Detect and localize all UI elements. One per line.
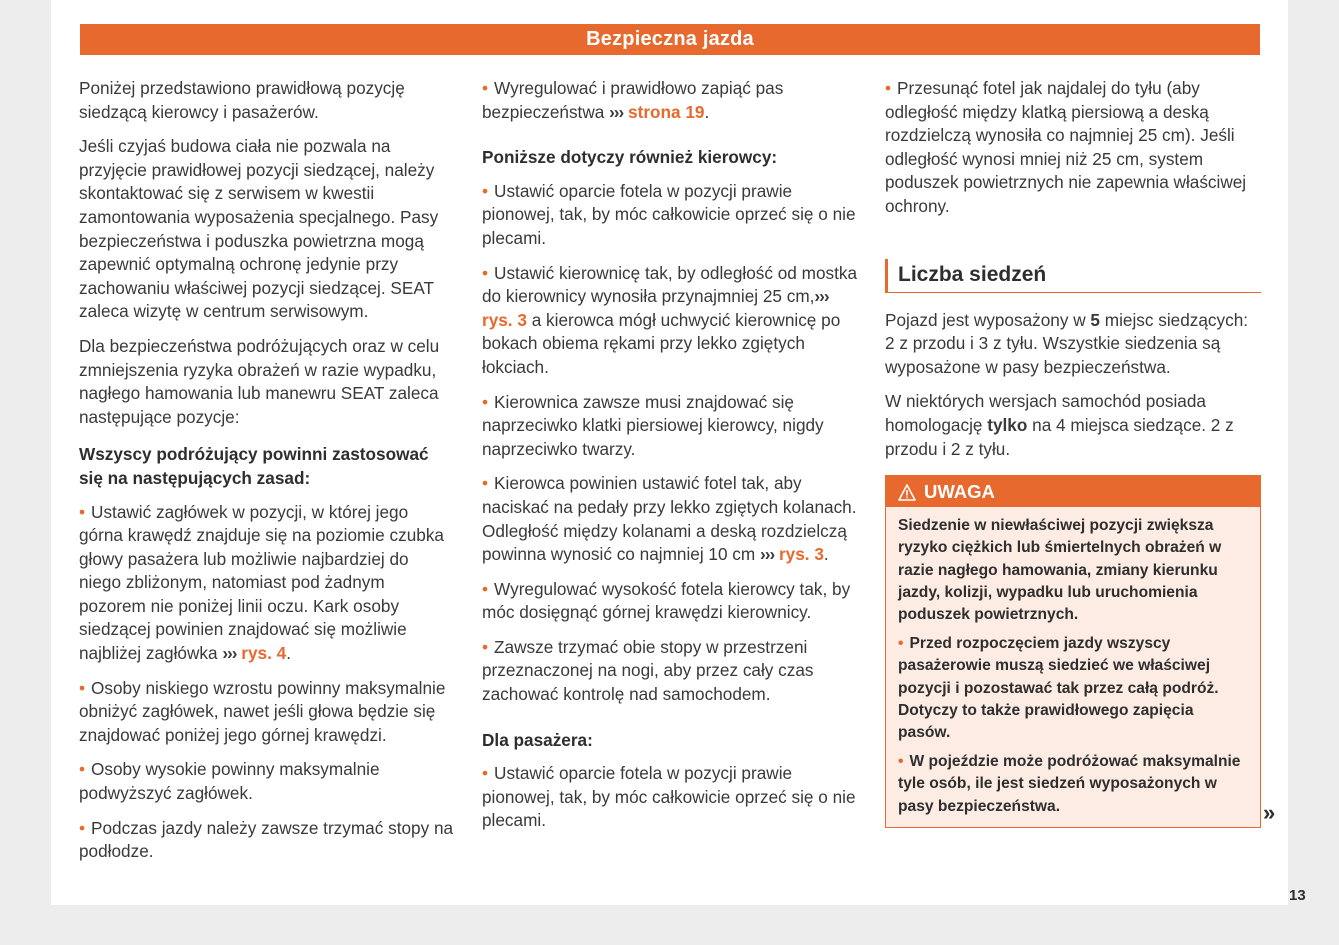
reference-arrow: ››› (222, 643, 237, 664)
list-item: • Ustawić zagłówek w pozycji, w której jego górna krawędź znajduje się na poziomie czubka głowy pasażera lub możliwie najbardziej do niego zbliżonym, natomiast pod żadnym pozorem nie poniżej linii oczu. Kark osoby siedzącej powinien znajdować się możliwie najbliżej zagłówka ››› rys. 4. (79, 501, 455, 666)
section-title: Liczba siedzeń (885, 259, 1261, 293)
list-item: • Przesunąć fotel jak najdalej do tyłu (aby odległość między klatką piersiową a deską rozdzielczą wynosiła co najmniej 25 cm). Jeśli odległość wynosi mniej niż 25 cm, system poduszek powietrznych nie zapewnia właściwej ochrony. (885, 77, 1261, 219)
warning-triangle-icon (898, 484, 916, 501)
list-item: • Wyregulować i prawidłowo zapiąć pas bezpieczeństwa ››› strona 19. (482, 77, 860, 124)
column-3 (885, 77, 1261, 828)
list-item: • Ustawić kierownicę tak, by odległość od mostka do kierownicy wynosiła przynajmniej 25 cm,››› rys. 3 a kierowca mógł uchwycić kierownicę po bokach obiema rękami przy lekko zgiętych łokciach. (482, 262, 860, 380)
body-paragraph: Dla bezpieczeństwa podróżujących oraz w celu zmniejszenia ryzyka obrażeń w razie wypadku, nagłego hamowania lub manewru SEAT zaleca następujące pozycje: (79, 335, 440, 427)
subheading: Poniższe dotyczy również kierowcy: (482, 147, 778, 168)
list-item: • Podczas jazdy należy zawsze trzymać stopy na podłodze. (79, 817, 455, 864)
warning-header (886, 476, 1260, 507)
list-item: • Osoby wysokie powinny maksymalnie podwyższyć zagłówek. (79, 758, 455, 805)
warning-item: • W pojeździe może podróżować maksymalnie tyle osób, ile jest siedzeń wyposażonych w pasy bezpieczeństwa. (898, 751, 1248, 818)
warning-body (886, 507, 1260, 827)
body-paragraph: Jeśli czyjaś budowa ciała nie pozwala na przyjęcie prawidłowej pozycji siedzącej, należy skontaktować się z serwisem w kwestii zamontowania wyposażenia specjalnego. Pasy bezpieczeństwa i poduszka powietrzna mogą zapewnić optymalną ochronę jedynie przy zachowaniu właściwej pozycji siedzącej. SEAT zaleca wizytę w centrum serwisowym. (79, 136, 439, 322)
body-paragraph: W niektórych wersjach samochód posiada homologację tylko na 4 miejsca siedzące. 2 z przodu i 2 z tyłu. (885, 391, 1234, 459)
reference-arrow: ››› (814, 286, 829, 307)
list-item: • Wyregulować wysokość fotela kierowcy tak, by móc dosięgnąć górnej krawędzi kierownicy. (482, 578, 860, 625)
warning-title: UWAGA (924, 481, 995, 503)
page-number: 13 (1289, 887, 1306, 904)
figure-link[interactable]: rys. 4 (241, 643, 287, 664)
intro-paragraph: Poniżej przedstawiono prawidłową pozycję siedzącą kierowcy i pasażerów. (79, 78, 405, 122)
warning-box (885, 475, 1261, 828)
subheading: Wszyscy podróżujący powinni zastosować się na następujących zasad: (79, 444, 429, 488)
warning-paragraph: Siedzenie w niewłaściwej pozycji zwiększa ryzyko ciężkich lub śmiertelnych obrażeń w razie nagłego hamowania, zmiany kierunku jazdy, kolizji, wypadku lub uruchomienia poduszek powietrznych. (898, 517, 1222, 623)
list-item: • Ustawić oparcie fotela w pozycji prawie pionowej, tak, by móc całkowicie oprzeć się o nie plecami. (482, 762, 860, 833)
list-item: • Osoby niskiego wzrostu powinny maksymalnie obniżyć zagłówek, nawet jeśli głowa będzie się znajdować poniżej jego górnej krawędzi. (79, 677, 455, 748)
page-link[interactable]: strona 19 (628, 101, 705, 122)
continued-mark: » (1263, 800, 1276, 825)
reference-arrow: ››› (609, 101, 624, 122)
list-item: • Kierowca powinien ustawić fotel tak, aby naciskać na pedały przy lekko zgiętych kolanach. Odległość między kolanami a deską rozdzielczą powinna wynosić co najmniej 10 cm ››› rys. 3. (482, 472, 860, 566)
reference-arrow: ››› (760, 544, 775, 565)
figure-link[interactable]: rys. 3 (482, 309, 527, 330)
section-header: Bezpieczna jazda (80, 24, 1260, 55)
list-item: • Zawsze trzymać obie stopy w przestrzeni przeznaczonej na nogi, aby przez cały czas zachować kontrolę nad samochodem. (482, 636, 860, 707)
column-1 (79, 77, 455, 875)
column-2 (482, 77, 860, 844)
list-item: • Ustawić oparcie fotela w pozycji prawie pionowej, tak, by móc całkowicie oprzeć się o nie plecami. (482, 180, 860, 251)
figure-link[interactable]: rys. 3 (778, 544, 824, 565)
subheading: Dla pasażera: (482, 729, 593, 750)
list-item: • Kierownica zawsze musi znajdować się naprzeciwko klatki piersiowej kierowcy, nigdy naprzeciwko twarzy. (482, 391, 860, 462)
warning-item: • Przed rozpoczęciem jazdy wszyscy pasażerowie muszą siedzieć we właściwej pozycji i pozostawać tak przez całą podróż. Dotyczy to także prawidłowego zapięcia pasów. (898, 633, 1248, 744)
body-paragraph: Pojazd jest wyposażony w 5 miejsc siedzących: 2 z przodu i 3 z tyłu. Wszystkie siedzenia są wyposażone w pasy bezpieczeństwa. (885, 309, 1249, 377)
